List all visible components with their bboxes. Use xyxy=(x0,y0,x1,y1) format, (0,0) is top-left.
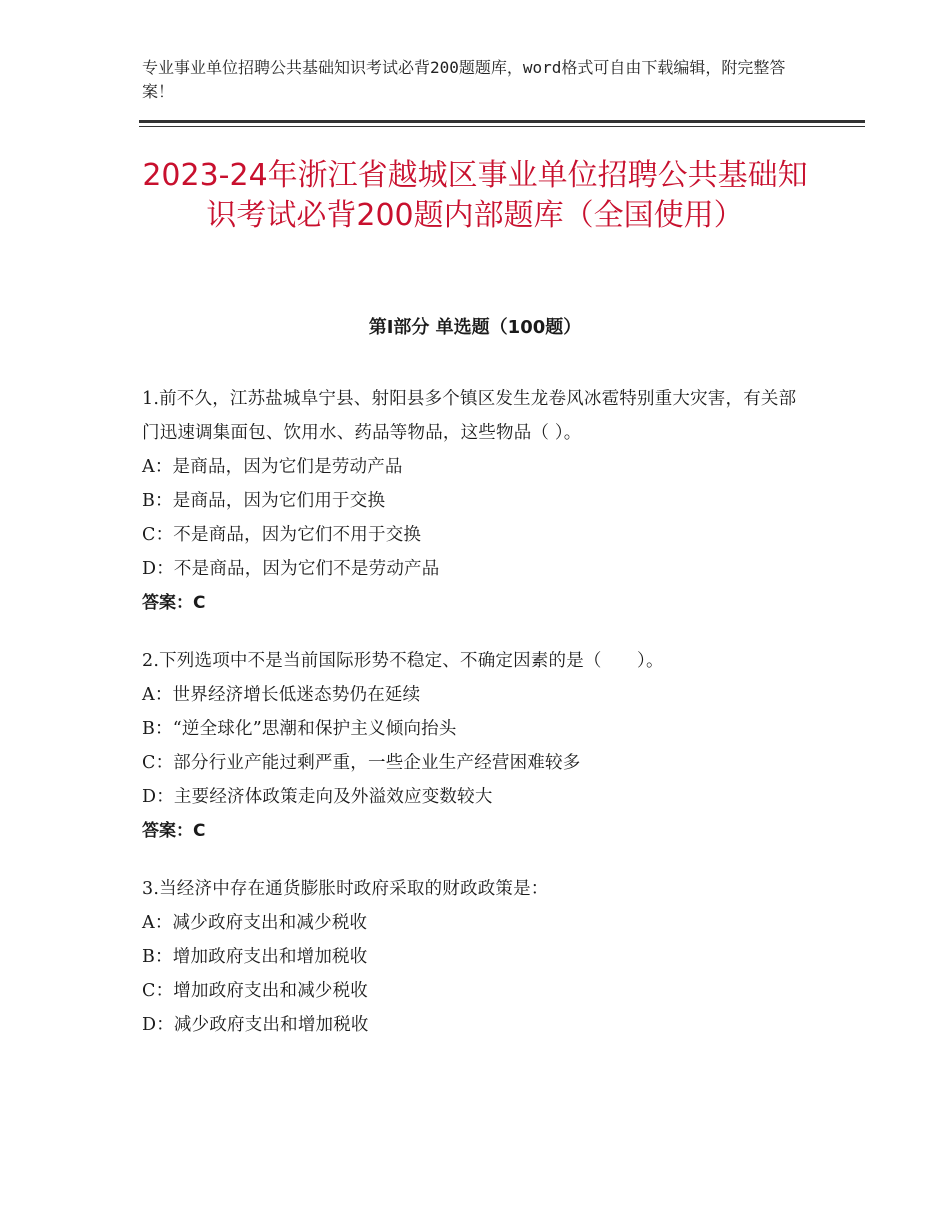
question-list xyxy=(142,382,802,1066)
document-title: 2023-24年浙江省越城区事业单位招聘公共基础知识考试必背200题内部题库（全国使用） xyxy=(142,158,808,233)
question-stem: 3.当经济中存在通货膨胀时政府采取的财政政策是： xyxy=(142,879,549,899)
question-stem: 1.前不久，江苏盐城阜宁县、射阳县多个镇区发生龙卷风冰雹特别重大灾害，有关部门迅速调集面包、饮用水、药品等物品，这些物品（ ）。 xyxy=(142,389,797,443)
question-1 xyxy=(142,382,802,620)
option-b: B：是商品，因为它们用于交换 xyxy=(142,491,386,511)
header-note: 专业事业单位招聘公共基础知识考试必背200题题库，word格式可自由下载编辑，附完整答案！ xyxy=(142,58,786,101)
section-title: 第Ⅰ部分 单选题（100题） xyxy=(368,317,582,338)
option-c: C：增加政府支出和减少税收 xyxy=(142,981,368,1001)
header-rule-thin xyxy=(139,126,865,127)
option-d: D：不是商品，因为它们不是劳动产品 xyxy=(142,559,440,579)
option-a: A：世界经济增长低迷态势仍在延续 xyxy=(142,685,421,705)
question-3 xyxy=(142,872,802,1042)
option-c: C：不是商品，因为它们不用于交换 xyxy=(142,525,422,545)
option-b: B：“逆全球化”思潮和保护主义倾向抬头 xyxy=(142,719,457,739)
question-2 xyxy=(142,644,802,848)
answer: 答案：C xyxy=(142,821,206,841)
option-a: A：减少政府支出和减少税收 xyxy=(142,913,368,933)
option-d: D：主要经济体政策走向及外溢效应变数较大 xyxy=(142,787,493,807)
option-d: D：减少政府支出和增加税收 xyxy=(142,1015,369,1035)
answer: 答案：C xyxy=(142,593,206,613)
header-rule-thick xyxy=(139,120,865,123)
option-c: C：部分行业产能过剩严重，一些企业生产经营困难较多 xyxy=(142,753,581,773)
option-a: A：是商品，因为它们是劳动产品 xyxy=(142,457,403,477)
option-b: B：增加政府支出和增加税收 xyxy=(142,947,368,967)
question-stem: 2.下列选项中不是当前国际形势不稳定、不确定因素的是（ ）。 xyxy=(142,651,664,671)
